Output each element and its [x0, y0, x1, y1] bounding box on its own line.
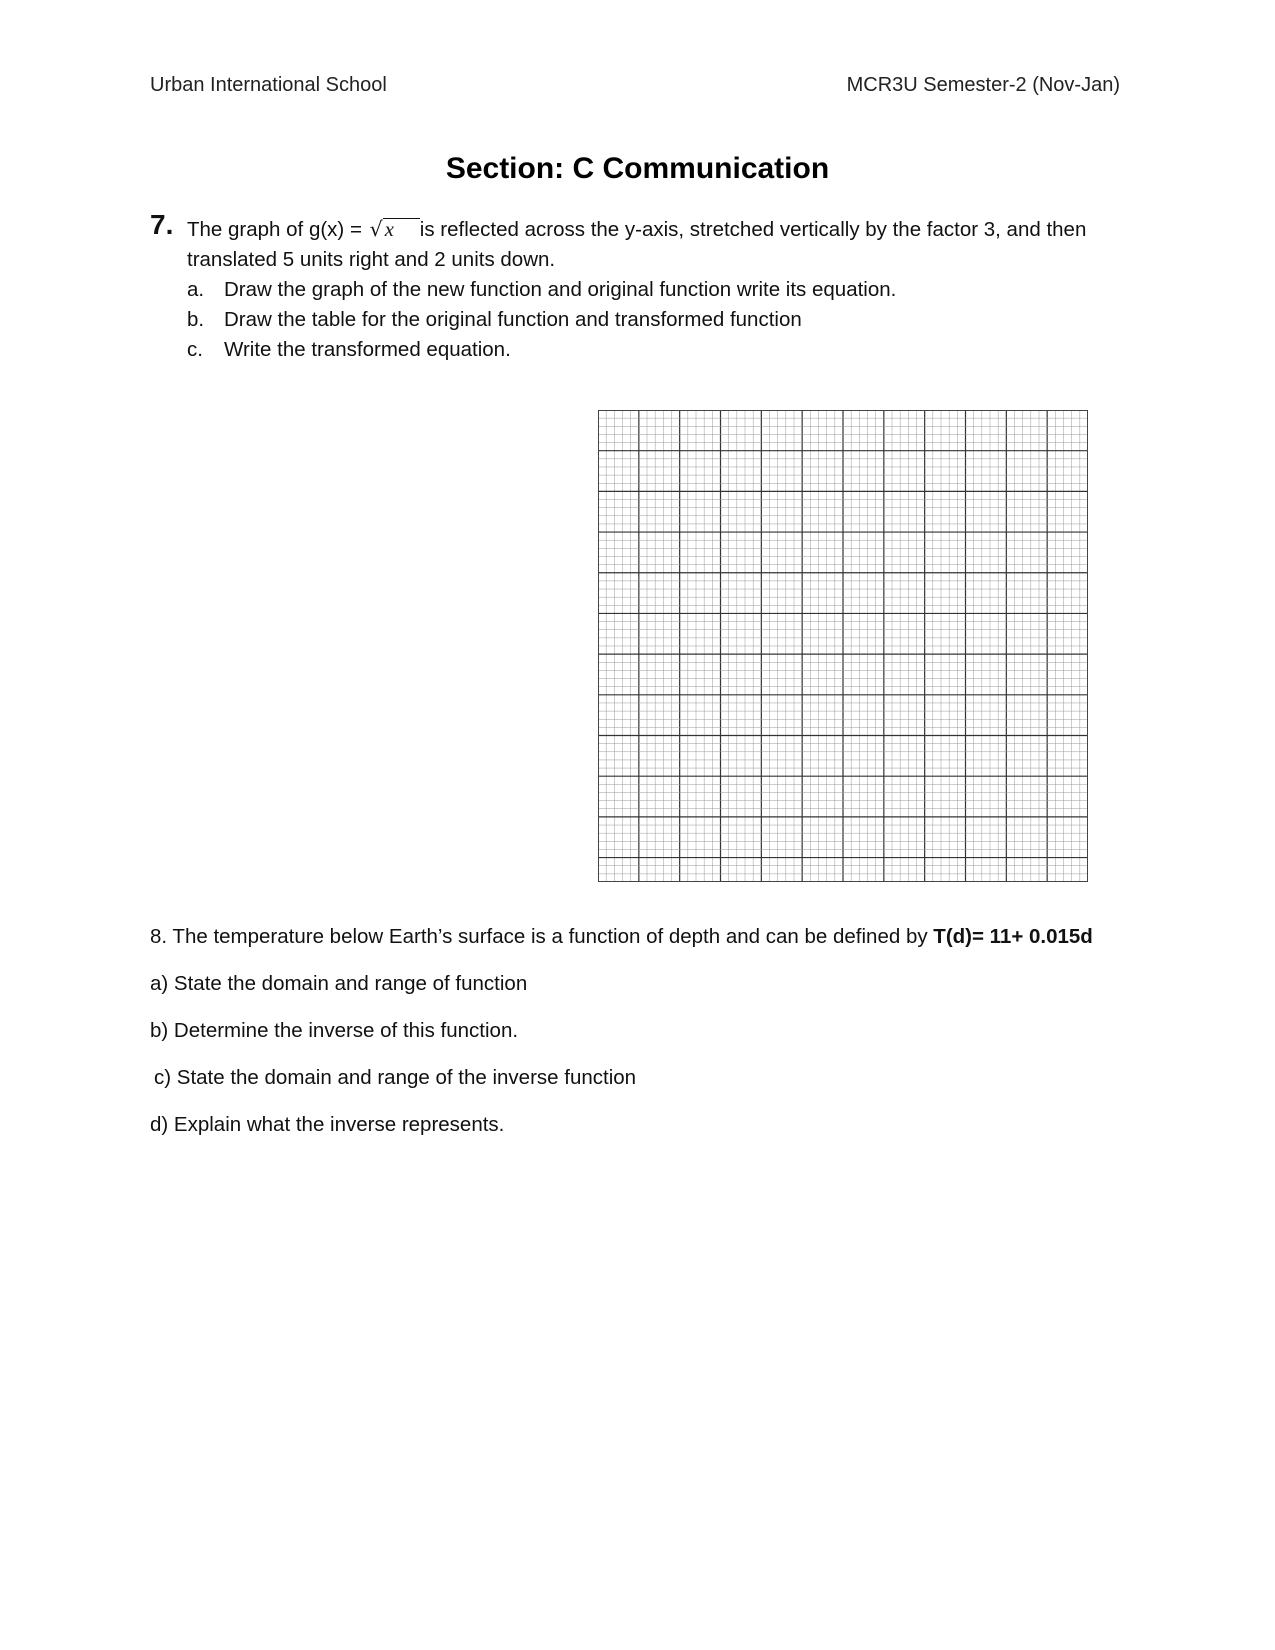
sub-text: Write the transformed equation.	[224, 338, 511, 361]
question-8	[150, 925, 1150, 1160]
question-8-part-d: d) Explain what the inverse represents.	[150, 1113, 505, 1136]
sub-text: Draw the graph of the new function and original function write its equation.	[224, 278, 897, 301]
sqrt-argument: x	[383, 218, 420, 241]
question-7-intro	[187, 214, 1140, 245]
question-8-part-b: b) Determine the inverse of this function.	[150, 1019, 519, 1042]
question-8-part-c: c) State the domain and range of the inverse function	[154, 1066, 637, 1089]
question-7-number: 7.	[150, 209, 174, 240]
question-7	[150, 209, 1140, 365]
sub-text: Draw the table for the original function and transformed function	[224, 308, 802, 331]
graph-grid	[598, 410, 1088, 882]
question-7-sub-b	[187, 305, 1140, 335]
question-8-intro	[150, 925, 1150, 972]
sqrt-expression	[368, 214, 420, 245]
section-title: Section: C Communication	[445, 152, 830, 185]
question-8-equation: T(d)= 11+ 0.015d	[933, 925, 1093, 948]
sub-label: a.	[187, 278, 205, 301]
school-name: Urban International School	[150, 74, 387, 96]
question-8-part-a: a) State the domain and range of function	[150, 972, 528, 995]
sub-label: c.	[187, 338, 203, 361]
radical-icon: √	[369, 217, 383, 241]
sub-label: b.	[187, 308, 205, 331]
question-8-text: 8. The temperature below Earth’s surface is a function of depth and can be defined by	[150, 925, 934, 948]
course-code: MCR3U Semester-2 (Nov-Jan)	[846, 74, 1120, 96]
question-7-sub-c	[187, 335, 1140, 365]
graph-paper	[598, 410, 1088, 887]
question-7-sub-a	[187, 275, 1140, 305]
question-7-intro-part1: The graph of g(x) =	[187, 218, 368, 241]
question-7-intro-line2: translated 5 units right and 2 units down.	[187, 248, 556, 271]
question-7-intro-part2: is reflected across the y-axis, stretched vertically by the factor 3, and then	[419, 218, 1087, 241]
